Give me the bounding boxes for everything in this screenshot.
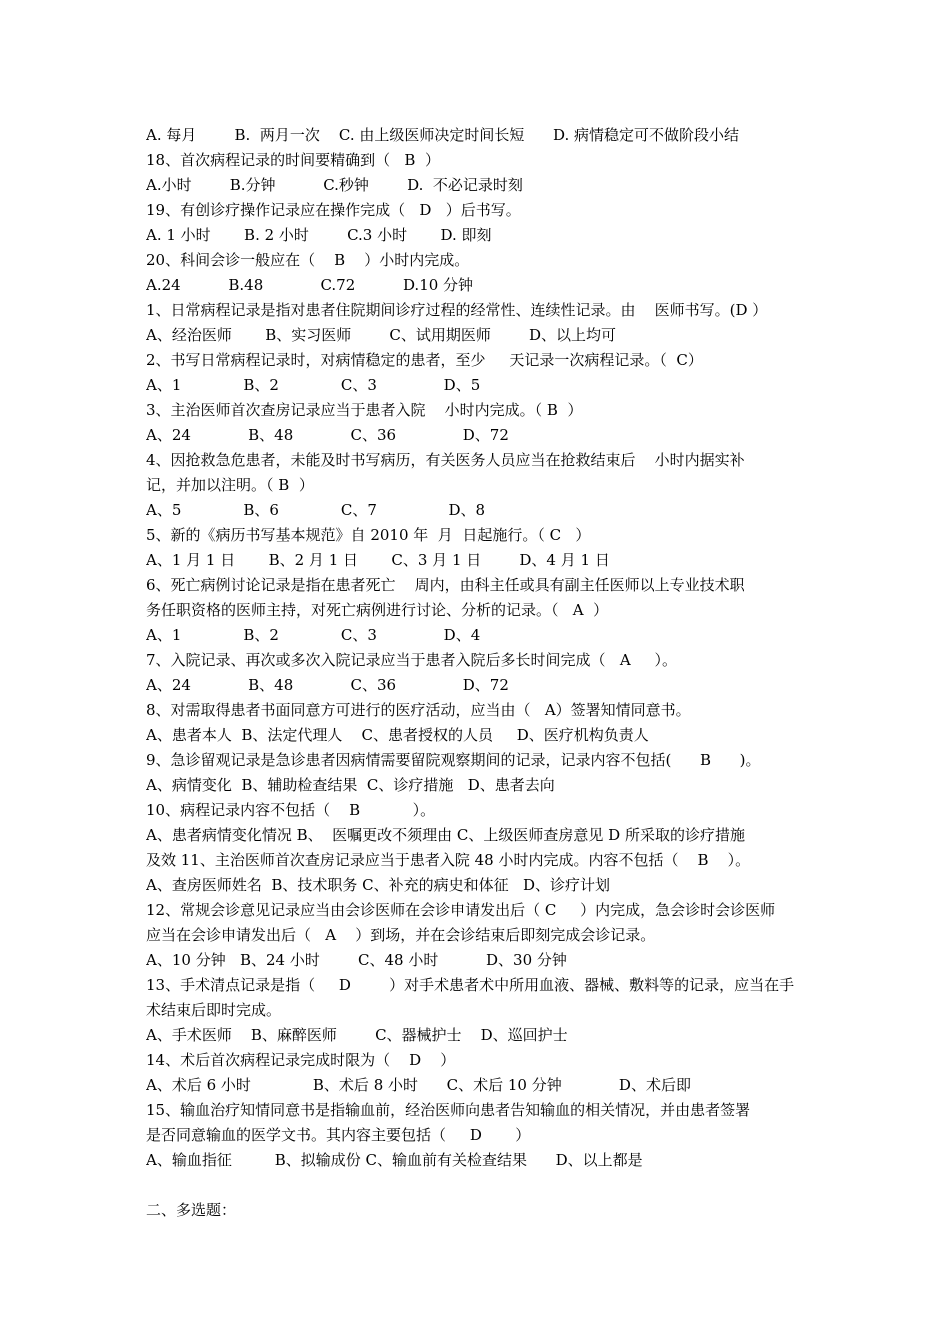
text-line-41: 是否同意输血的医学文书。其内容主要包括（ D ） <box>146 1126 531 1144</box>
text-line-2: 18、首次病程记录的时间要精确到（ B ） <box>146 151 440 169</box>
text-line-3: A.小时 B.分钟 C.秒钟 D. 不必记录时刻 <box>146 176 523 194</box>
text-line-36: 术结束后即时完成。 <box>146 1001 282 1019</box>
text-line-10: 2、书写日常病程记录时，对病情稳定的患者，至少 天记录一次病程记录。（ C） <box>146 351 703 369</box>
text-line-21: A、1 B、2 C、3 D、4 <box>146 626 481 644</box>
text-line-32: 12、常规会诊意见记录应当由会诊医师在会诊申请发出后（ C ）内完成，急会诊时会诊医师 <box>146 901 776 919</box>
text-line-11: A、1 B、2 C、3 D、5 <box>146 376 481 394</box>
text-line-22: 7、入院记录、再次或多次入院记录应当于患者入院后多长时间完成（ A ）。 <box>146 651 678 669</box>
text-line-15: 记，并加以注明。（ B ） <box>146 476 314 494</box>
text-line-25: A、患者本人 B、法定代理人 C、患者授权的人员 D、医疗机构负责人 <box>146 726 649 744</box>
text-line-42: A、输血指征 B、拟输成份 C、输血前有关检查结果 D、以上都是 <box>146 1151 643 1169</box>
text-line-6: 20、科间会诊一般应在（ B ）小时内完成。 <box>146 251 470 269</box>
text-line-4: 19、有创诊疗操作记录应在操作完成（ D ）后书写。 <box>146 201 521 219</box>
text-line-19: 6、死亡病例讨论记录是指在患者死亡 周内，由科主任或具有副主任医师以上专业技术职 <box>146 576 745 594</box>
text-line-5: A. 1 小时 B. 2 小时 C.3 小时 D. 即刻 <box>146 226 492 244</box>
text-line-33: 应当在会诊申请发出后（ A ）到场，并在会诊结束后即刻完成会诊记录。 <box>146 926 656 944</box>
text-line-13: A、24 B、48 C、36 D、72 <box>146 426 509 444</box>
text-line-24: 8、对需取得患者书面同意方可进行的医疗活动，应当由（ A）签署知情同意书。 <box>146 701 691 719</box>
text-line-37: A、手术医师 B、麻醉医师 C、器械护士 D、巡回护士 <box>146 1026 568 1044</box>
text-line-16: A、5 B、6 C、7 D、8 <box>146 501 486 519</box>
text-line-12: 3、主治医师首次查房记录应当于患者入院 小时内完成。（ B ） <box>146 401 583 419</box>
text-line-27: A、病情变化 B、辅助检查结果 C、诊疗措施 D、患者去向 <box>146 776 555 794</box>
text-line-26: 9、急诊留观记录是急诊患者因病情需要留院观察期间的记录，记录内容不包括( B )。 <box>146 751 761 769</box>
text-line-23: A、24 B、48 C、36 D、72 <box>146 676 509 694</box>
text-line-28: 10、病程记录内容不包括（ B ）。 <box>146 801 436 819</box>
text-line-9: A、经治医师 B、实习医师 C、试用期医师 D、以上均可 <box>146 326 617 344</box>
text-line-40: 15、输血治疗知情同意书是指输血前，经治医师向患者告知输血的相关情况，并由患者签署 <box>146 1101 751 1119</box>
text-line-14: 4、因抢救急危患者，未能及时书写病历，有关医务人员应当在抢救结束后 小时内据实补 <box>146 451 745 469</box>
text-line-31: A、查房医师姓名 B、技术职务 C、补充的病史和体征 D、诊疗计划 <box>146 876 610 894</box>
text-line-8: 1、日常病程记录是指对患者住院期间诊疗过程的经常性、连续性记录。由 医师书写。(D ） <box>146 301 768 319</box>
text-line-30: 及效 11、主治医师首次查房记录应当于患者入院 48 小时内完成。内容不包括（ B ）。 <box>146 851 751 869</box>
text-line-38: 14、术后首次病程记录完成时限为（ D ） <box>146 1051 456 1069</box>
text-line-20: 务任职资格的医师主持，对死亡病例进行讨论、分析的记录。（ A ） <box>146 601 609 619</box>
text-line-1: A. 每月 B. 两月一次 C. 由上级医师决定时间长短 D. 病情稳定可不做阶段小结 <box>146 126 740 144</box>
text-line-35: 13、手术清点记录是指（ D ）对手术患者术中所用血液、器械、敷料等的记录，应当在手 <box>146 976 795 994</box>
text-line-7: A.24 B.48 C.72 D.10 分钟 <box>146 276 474 294</box>
text-line-34: A、10 分钟 B、24 小时 C、48 小时 D、30 分钟 <box>146 951 567 969</box>
text-line-17: 5、新的《病历书写基本规范》自 2010 年 月 日起施行。（ C ） <box>146 526 591 544</box>
text-line-29: A、患者病情变化情况 B、 医嘱更改不须理由 C、上级医师查房意见 D 所采取的诊疗措施 <box>146 826 745 844</box>
section-title-multiple-choice: 二、多选题： <box>146 1201 237 1219</box>
text-line-18: A、1 月 1 日 B、2 月 1 日 C、3 月 1 日 D、4 月 1 日 <box>146 551 610 569</box>
document-body <box>146 123 814 1223</box>
text-line-39: A、术后 6 小时 B、术后 8 小时 C、术后 10 分钟 D、术后即 <box>146 1076 691 1094</box>
